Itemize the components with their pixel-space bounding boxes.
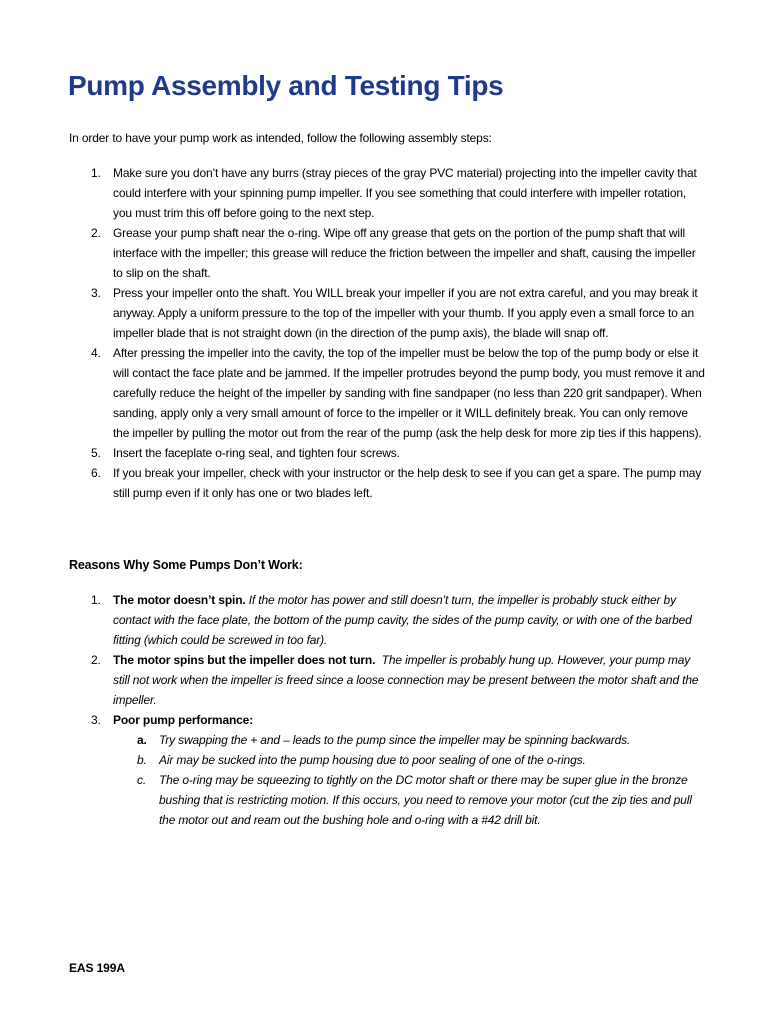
reason-item	[69, 650, 706, 710]
step-text: Press your impeller onto the shaft. You WILL break your impeller if you are not extra careful, and you may break it anyway. Apply a uniform pressure to the top of the impeller with your thumb. If you apply even a small force to an impeller blade that is not straight down (in the direction of the pump axis), the blade will snap off.	[113, 286, 698, 340]
reason-number: 3.	[91, 713, 101, 727]
performance-item	[113, 730, 706, 750]
reasons-heading: Reasons Why Some Pumps Don’t Work:	[69, 558, 303, 572]
reason-number: 2.	[91, 653, 101, 667]
reason-description: If the motor has power and still doesn’t turn, the impeller is probably stuck either by contact with the face plate, the bottom of the pump cavity, the sides of the pump cavity, or with one of the barbed fitting (which could be screwed in too far).	[113, 593, 692, 647]
performance-text: The o-ring may be squeezing to tightly on the DC motor shaft or there may be super glue in the bronze bushing that is restricting motion. If this occurs, you need to remove your motor (cut the zip ties and pull the motor out and ream out the bushing hole and o-ring with a #42 drill bit.	[159, 773, 692, 827]
assembly-steps-list	[69, 163, 706, 503]
step-item	[69, 223, 706, 283]
reason-lead: The motor spins but the impeller does not turn.	[113, 653, 376, 667]
reason-lead: Poor pump performance:	[113, 713, 254, 727]
reason-lead: The motor doesn’t spin.	[113, 593, 246, 607]
step-text: Make sure you don’t have any burrs (stray pieces of the gray PVC material) projecting into the impeller cavity that could interfere with your spinning pump impeller. If you see something that could interfere with impeller rotation, you must trim this off before going to the next step.	[113, 166, 697, 220]
step-item	[69, 443, 706, 463]
reason-item	[69, 710, 706, 830]
performance-letter: b.	[137, 753, 147, 767]
step-number: 6.	[91, 466, 101, 480]
step-text: If you break your impeller, check with your instructor or the help desk to see if you can get a spare. The pump may still pump even if it only has one or two blades left.	[113, 466, 702, 500]
step-item	[69, 463, 706, 503]
reasons-list	[69, 590, 706, 830]
step-text: Grease your pump shaft near the o-ring. Wipe off any grease that gets on the portion of the pump shaft that will interface with the impeller; this grease will reduce the friction between the impeller and shaft, causing the impeller to slip on the shaft.	[113, 226, 696, 280]
step-number: 1.	[91, 166, 101, 180]
step-item	[69, 283, 706, 343]
reason-number: 1.	[91, 593, 101, 607]
reason-description: The impeller is probably hung up. However, your pump may still not work when the impeller is freed since a loose connection may be present between the motor shaft and the impeller.	[113, 653, 699, 707]
performance-letter: c.	[137, 773, 147, 787]
step-item	[69, 163, 706, 223]
step-number: 3.	[91, 286, 101, 300]
performance-sublist	[113, 730, 706, 830]
page-title: Pump Assembly and Testing Tips	[68, 70, 504, 101]
performance-item	[113, 770, 706, 830]
performance-text: Try swapping the + and – leads to the pump since the impeller may be spinning backwards.	[159, 733, 631, 747]
performance-item	[113, 750, 706, 770]
footer-course-code: EAS 199A	[69, 961, 125, 975]
step-text: After pressing the impeller into the cavity, the top of the impeller must be below the top of the pump body or else it will contact the face plate and be jammed. If the impeller protrudes beyond the pump body, you must remove it and carefully reduce the height of the impeller by sanding with fine sandpaper (no less than 220 grit sandpaper). When sanding, apply only a very small amount of force to the impeller or it WILL definitely break. You can only remove the impeller by pulling the motor out from the rear of the pump (ask the help desk for more zip ties if this happens).	[113, 346, 705, 440]
intro-text: In order to have your pump work as intended, follow the following assembly steps:	[69, 131, 492, 145]
step-number: 4.	[91, 346, 101, 360]
step-number: 5.	[91, 446, 101, 460]
performance-text: Air may be sucked into the pump housing due to poor sealing of one of the o-rings.	[159, 753, 586, 767]
step-number: 2.	[91, 226, 101, 240]
performance-letter: a.	[137, 733, 147, 747]
step-item	[69, 343, 706, 443]
step-text: Insert the faceplate o-ring seal, and tighten four screws.	[113, 446, 400, 460]
reason-item	[69, 590, 706, 650]
